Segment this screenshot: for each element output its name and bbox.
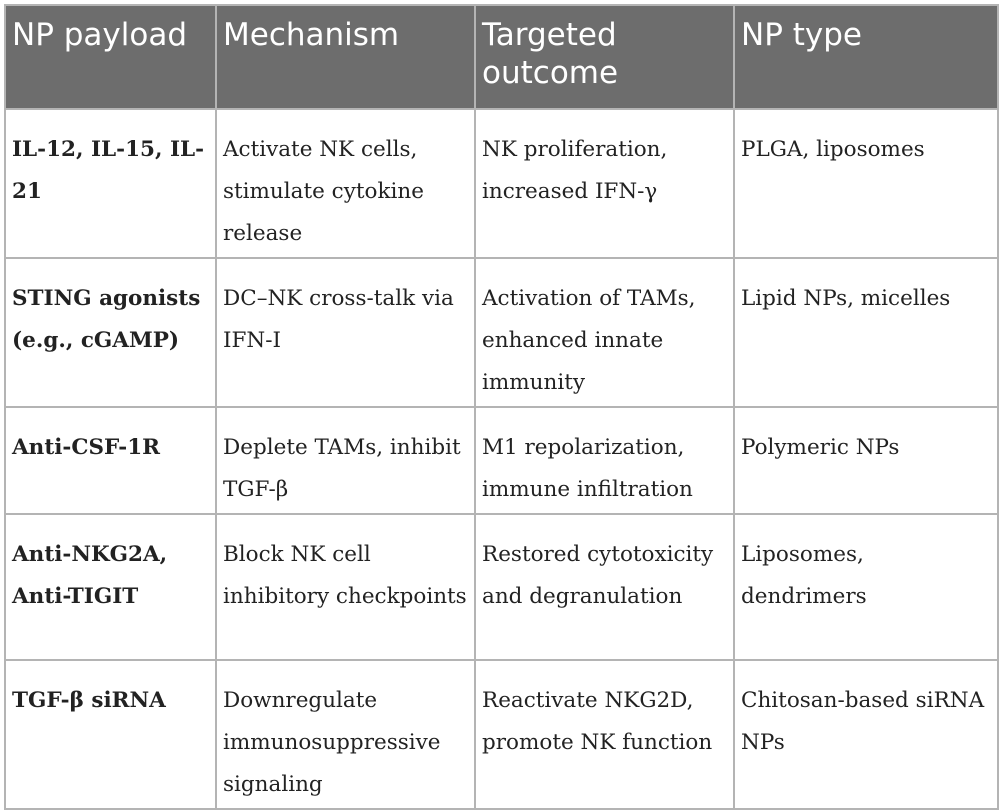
header-row: [5, 5, 998, 109]
cell-np-type: Lipid NPs, micelles: [734, 258, 998, 407]
table-row: [5, 109, 998, 258]
cell-targeted-outcome: Reactivate NKG2D, promote NK function: [475, 660, 734, 809]
cell-targeted-outcome: Activation of TAMs, enhanced innate immunity: [475, 258, 734, 407]
header-mechanism: Mechanism: [216, 5, 475, 109]
cell-np-type: Chitosan-based siRNA NPs: [734, 660, 998, 809]
cell-np-payload: Anti-NKG2A, Anti-TIGIT: [5, 514, 216, 660]
table-row: [5, 407, 998, 514]
table-row: [5, 258, 998, 407]
cell-np-payload: Anti-CSF-1R: [5, 407, 216, 514]
cell-np-payload: IL-12, IL-15, IL-21: [5, 109, 216, 258]
header-np-payload: NP payload: [5, 5, 216, 109]
table-header: [5, 5, 998, 109]
cell-targeted-outcome: Restored cytotoxicity and degranulation: [475, 514, 734, 660]
table-body: [5, 109, 998, 809]
cell-mechanism: Deplete TAMs, inhibit TGF-β: [216, 407, 475, 514]
cell-mechanism: DC–NK cross-talk via IFN-I: [216, 258, 475, 407]
cell-mechanism: Activate NK cells, stimulate cytokine release: [216, 109, 475, 258]
table-row: [5, 660, 998, 809]
table-row: [5, 514, 998, 660]
cell-targeted-outcome: M1 repolarization, immune infiltration: [475, 407, 734, 514]
cell-targeted-outcome: NK proliferation, increased IFN-γ: [475, 109, 734, 258]
cell-mechanism: Downregulate immunosuppressive signaling: [216, 660, 475, 809]
cell-np-payload: STING agonists (e.g., cGAMP): [5, 258, 216, 407]
header-targeted-outcome: Targeted outcome: [475, 5, 734, 109]
cell-np-type: Liposomes, dendrimers: [734, 514, 998, 660]
cell-np-type: PLGA, liposomes: [734, 109, 998, 258]
np-payload-table: [4, 4, 999, 810]
header-np-type: NP type: [734, 5, 998, 109]
cell-np-payload: TGF-β siRNA: [5, 660, 216, 809]
cell-np-type: Polymeric NPs: [734, 407, 998, 514]
cell-mechanism: Block NK cell inhibitory checkpoints: [216, 514, 475, 660]
